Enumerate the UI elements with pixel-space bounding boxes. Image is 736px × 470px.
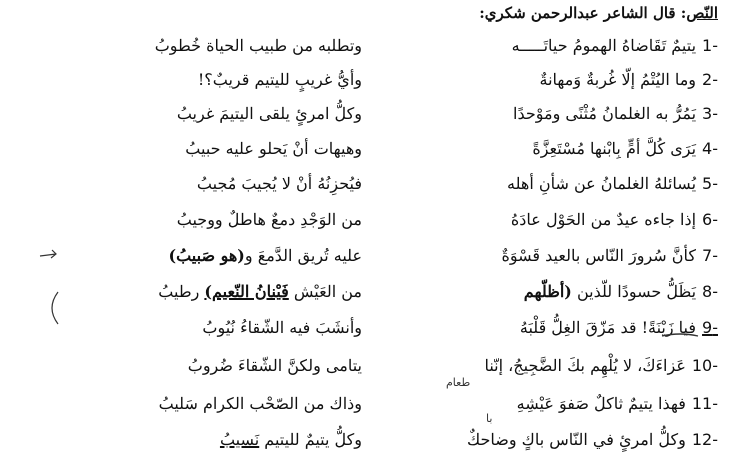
handwritten-note: طعام (446, 376, 471, 389)
verse-number: -10 (691, 355, 718, 375)
verse-second-hemistich (62, 202, 362, 236)
handwritten-underline-icon (660, 330, 700, 340)
verse-number: -5 (702, 173, 718, 193)
verse-first-hemistich (363, 202, 718, 236)
verse-second-hemistich (62, 348, 362, 382)
verse-second-pre: من العَيْش (288, 281, 362, 301)
verse-row (0, 348, 736, 382)
verse-second-text: وأيُّ غريبٍ لليتيم قريبٌ؟! (197, 69, 362, 89)
verse-first-hemistich (363, 96, 718, 130)
verse-row (0, 96, 736, 130)
verse-row (0, 62, 736, 96)
verse-second-bold: (هو صَبيبُ) (168, 245, 245, 265)
verse-first-hemistich (363, 28, 718, 62)
verse-second-hemistich (62, 28, 362, 62)
verse-number: -9 (702, 317, 718, 337)
verse-row (0, 28, 736, 62)
verse-second-main: عليه تُريق الدَّمعَ و (244, 245, 362, 265)
verse-first-text: يَرَى كُلَّ أمٍّ بِابْنها مُسْتَعِزَّةً (532, 138, 697, 158)
verse-second-hemistich (62, 238, 362, 272)
verse-second-text: فيُحزِنُهُ أنْ لا يُجيبَ مُجيبُ (196, 173, 362, 193)
verse-number: -7 (702, 245, 718, 265)
verse-second-text: وكلُّ امرئٍ يلقى اليتيمَ غريبُ (176, 103, 362, 123)
handwritten-arrow-icon (38, 248, 58, 262)
verse-first-text: يَمُرُّ به الغلمانُ مُثْنًى ومَوْحدًا (513, 103, 697, 123)
verse-number: -8 (702, 281, 718, 301)
verse-first-text: يتيمٌ تَقَاضاهُ الهمومُ حياتَـــــه (511, 35, 697, 55)
verse-first-hemistich (363, 131, 718, 165)
heading-rest: : قال الشاعر عبدالرحمن شكري: (479, 4, 687, 22)
verse-first-text: وكلُّ امرئٍ في النّاس باكٍ وضاحكٌ (466, 429, 686, 449)
verse-first-text: عَزاءَكَ، لا يُلْهِم بكَ الضَّجِيجُ، إنّنا (484, 355, 686, 375)
verse-number: -4 (702, 138, 718, 158)
verse-second-hemistich (62, 422, 362, 456)
verse-second-hemistich (62, 386, 362, 420)
verse-row (0, 310, 736, 344)
verse-first-bold: (أظلّهم (523, 281, 572, 301)
verse-first-text: وما اليُتْمُ إلّا غُربةٌ وَمهانةٌ (539, 69, 697, 89)
verse-second-text (169, 246, 363, 265)
heading-label: النّص (686, 4, 718, 22)
verse-row (0, 386, 736, 420)
verse-first-text: يُسائلهُ الغلمانُ عن شأنِ أهله (507, 173, 697, 193)
verse-second-pre: وكلُّ يتيمٌ لليتيم (259, 429, 362, 449)
verse-second-hemistich (62, 131, 362, 165)
verse-second-underlined: فَيْنانُ النّعيم) (204, 281, 289, 301)
verse-row (0, 422, 736, 456)
verse-first-main: يَظَلُّ حسودًا للّذين (571, 281, 697, 301)
verse-number: -2 (702, 69, 718, 89)
verse-first-text (524, 282, 696, 301)
verse-number: -3 (702, 103, 718, 123)
verse-number: -12 (691, 429, 718, 449)
verse-second-text: وذاك من الصّحْب الكرام سَليبُ (158, 393, 362, 413)
verse-second-text: من الوَجْدِ دمعٌ هاطلٌ ووجيبُ (176, 209, 362, 229)
verse-row (0, 166, 736, 200)
verse-second-hemistich (62, 62, 362, 96)
handwritten-note: با (486, 412, 493, 425)
verse-second-text (220, 430, 362, 449)
verse-first-hemistich (363, 274, 718, 308)
verse-number: -11 (691, 393, 718, 413)
verse-second-text (158, 282, 362, 301)
verse-first-hemistich (363, 348, 718, 382)
verse-first-text: فيا زَيْنَةً! قد مَزّقَ الغِلُّ قَلْبَهُ (519, 317, 697, 337)
verse-first-hemistich (363, 62, 718, 96)
verse-first-hemistich (363, 238, 718, 272)
verse-second-hemistich (62, 96, 362, 130)
verse-first-hemistich (363, 386, 718, 420)
verse-first-text: فهذا يتيمٌ ثاكلٌ صَفوَ عَيْشِهِ (516, 393, 686, 413)
verse-number: -1 (702, 35, 718, 55)
verse-second-text: يتامى ولكنَّ الشّقاءَ ضُروبُ (187, 355, 362, 375)
verse-row (0, 202, 736, 236)
verse-number: -6 (702, 209, 718, 229)
verse-first-text: إذا جاءه عيدٌ من الحَوْل عادَهُ (510, 209, 697, 229)
verse-second-hemistich (62, 310, 362, 344)
handwritten-bracket-icon (40, 288, 62, 328)
verse-second-text: وتطلبه من طبيب الحياة خُطوبُ (154, 35, 362, 55)
verse-first-hemistich (363, 166, 718, 200)
verse-second-underlined: نَسيبُ (219, 429, 260, 449)
verse-row (0, 238, 736, 272)
verse-second-hemistich (62, 166, 362, 200)
verse-second-post: رطيبُ (158, 281, 205, 301)
text-heading (479, 4, 718, 22)
verse-row (0, 131, 736, 165)
verse-first-text: كأنَّ سُرورَ النّاس بالعيد قَسْوَةٌ (501, 245, 697, 265)
verse-second-hemistich (62, 274, 362, 308)
verse-second-text: وهيهات أنْ يَحلو عليه حبيبُ (185, 138, 362, 158)
verse-second-text: وأنشَبَ فيه الشّقاءُ نُيُوبُ (202, 317, 362, 337)
verse-row (0, 274, 736, 308)
verse-first-hemistich (363, 422, 718, 456)
